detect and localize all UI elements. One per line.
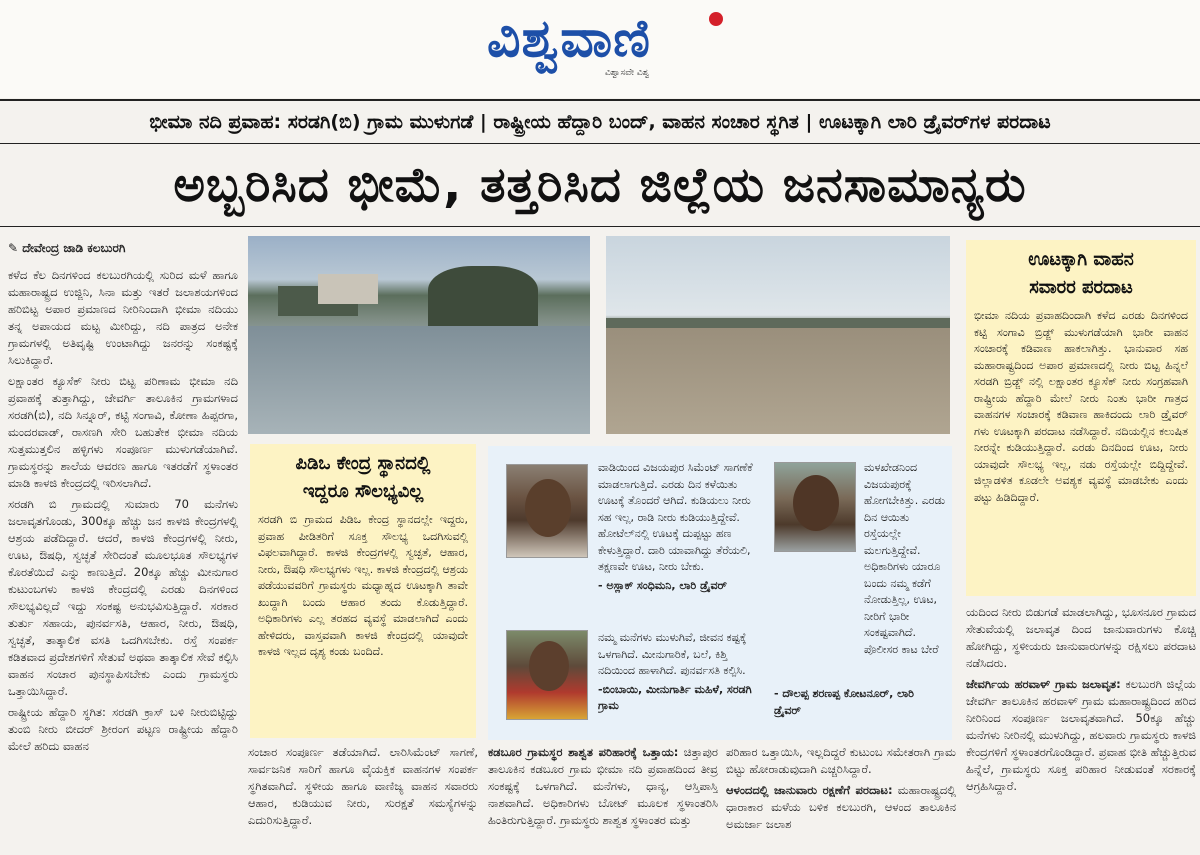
byline-text: ದೇವೇಂದ್ರ ಜಾಡಿ ಕಲಬುರಗಿ <box>22 241 126 255</box>
divider <box>0 99 1200 101</box>
driver-portrait-1 <box>506 464 588 558</box>
subheading: ಜೇವರ್ಗಿಯ ಹರವಾಳ್ ಗ್ರಾಮ ಜಲಾವೃತ: <box>966 677 1121 691</box>
headline: ಅಬ್ಬರಿಸಿದ ಭೀಮೆ, ತತ್ತರಿಸಿದ ಜಿಲ್ಲೆಯ ಜನಸಾಮಾನ್ಯರು <box>173 157 1027 213</box>
divider <box>0 143 1200 144</box>
paragraph <box>966 676 1196 795</box>
masthead <box>0 0 1200 98</box>
bottom-column-4 <box>726 744 956 855</box>
paragraph <box>488 744 718 829</box>
paragraph: ಯದಿಂದ ನೀರು ಬಿಡುಗಡೆ ಮಾಡಲಾಗಿದ್ದು, ಭೂಸನೂರ ಗ್ರಾಮದ ಸೇತುವೆಯಲ್ಲಿ ಜಲಾವೃತ ದಿಂದ ಜಾನುವಾರುಗಳು ಕೊಚ್ಚಿ ಹೋಗಿದ್ದು, ಸ್ಥಳೀಯರು ಜಾನುವಾರುಗಳನ್ನು ರಕ್ಷಿಸಲು ಪರದಾಟ ನಡೆಸಿದರು. <box>966 605 1196 670</box>
logo-tagline: ವಿಶ್ವಾಸವೇ ವಿಶ್ವ <box>605 68 650 78</box>
right-article-column <box>966 604 1196 854</box>
quote-3 <box>598 630 760 734</box>
quotes-box <box>488 446 952 740</box>
logo-text: ವಿಶ್ವವಾಣಿ <box>487 9 651 69</box>
kicker-line: ಭೀಮಾ ನದಿ ಪ್ರವಾಹ: ಸರಡಗಿ(ಬಿ) ಗ್ರಾಮ ಮುಳುಗಡೆ | ರಾಷ್ಟ್ರೀಯ ಹೆದ್ದಾರಿ ಬಂದ್, ವಾಹನ ಸಂಚಾರ ಸ್ಥಗಿತ | ಊಟಕ್ಕಾಗಿ ಲಾರಿ ಡ್ರೈವರ್‌ಗಳ ಪರದಾಟ <box>149 111 1051 133</box>
quote-2-top <box>864 460 946 660</box>
subheading: ಆಳಂದದಲ್ಲಿ ಜಾನುವಾರು ರಕ್ಷಣೆಗೆ ಪರದಾಟ: <box>726 783 893 797</box>
quote-2-author: - ದೌಲಪ್ಪ ಶರಣಪ್ಪ ಕೋಟನೂರ್, ಲಾರಿ ಡ್ರೈವರ್ <box>774 687 914 717</box>
pdo-box-body: ಸರಡಗಿ ಬಿ ಗ್ರಾಮದ ಪಿಡಿಒ ಕೇಂದ್ರ ಸ್ಥಾನದಲ್ಲೇ ಇದ್ದರು, ಪ್ರವಾಹ ಪೀಡಿತರಿಗೆ ಸೂಕ್ತ ಸೌಲಭ್ಯ ಒದಗಿಸುವಲ್ಲಿ ವಿಫಲವಾಗಿದ್ದಾರೆ. ಕಾಳಜಿ ಕೇಂದ್ರಗಳಲ್ಲಿ ಸ್ವಚ್ಛತೆ, ಆಹಾರ, ನೀರು, ಔಷಧಿ ಸೌಲಭ್ಯಗಳು ಇಲ್ಲ. ಕಾಳಜಿ ಕೇಂದ್ರದಲ್ಲಿ ಆಶ್ರಯ ಪಡೆಯುವವರಿಗೆ ಗ್ರಾಮಸ್ಥರು ಮಧ್ಯಾಹ್ನದ ಊಟಕ್ಕಾಗಿ ತಾವೇ ಖುದ್ದಾಗಿ ಬಂದು ಆಹಾರ ತಂದು ಕೊಡುತ್ತಿದ್ದಾರೆ. ಅಧಿಕಾರಿಗಳು ಎಲ್ಲ ತರಹದ ವ್ಯವಸ್ಥೆ ಮಾಡಲಾಗಿದೆ ಎಂದು ಹೇಳಿದರು, ವಾಸ್ತವವಾಗಿ ಕಾಳಜಿ ಕೇಂದ್ರದಲ್ಲಿ ಯಾವುದೇ ಕಾಳಜಿ ಇಲ್ಲದ ದೃಶ್ಯ ಕಂಡು ಬಂದಿದೆ. <box>258 513 468 658</box>
left-article-column <box>8 240 238 855</box>
flooded-village-photo <box>248 236 590 434</box>
divider <box>0 226 1200 227</box>
paragraph: ಪರಿಹಾರ ಒತ್ತಾಯಿಸಿ, ಇಲ್ಲದಿದ್ದರೆ ಕುಟುಂಬ ಸಮೇತರಾಗಿ ಗ್ರಾಮ ಬಿಟ್ಟು ಹೋರಾಡುವುದಾಗಿ ಎಚ್ಚರಿಸಿದ್ದಾರೆ. <box>726 745 956 776</box>
paragraph-text: ಕಲಬುರಗಿ ಜಿಲ್ಲೆಯ ಜೇವರ್ಗಿ ತಾಲೂಕಿನ ಹರವಾಳ್ ಗ್ರಾಮ ಮಹಾರಾಷ್ಟ್ರದಿಂದ ಹರಿದ ನೀರಿನಿಂದ ಸಂಪೂರ್ಣ ಜಲಾವೃತವಾಗಿದೆ. 50ಕ್ಕೂ ಹೆಚ್ಚು ಮನೆಗಳು ನೀರಿನಲ್ಲಿ ಮುಳುಗಿದ್ದು, ಹಲವಾರು ಗ್ರಾಮಸ್ಥರು ಕಾಳಜಿ ಕೇಂದ್ರಗಳಿಗೆ ಸ್ಥಳಾಂತರಗೊಂಡಿದ್ದಾರೆ. ಪ್ರವಾಹ ಭೀತಿ ಹೆಚ್ಚುತ್ತಿರುವ ಹಿನ್ನೆಲೆ, ಗ್ರಾಮಸ್ಥರು ಸೂಕ್ತ ಪರಿಹಾರ ನೀಡುವಂತೆ ಸರಕಾರಕ್ಕೆ ಆಗ್ರಹಿಸಿದ್ದಾರೆ. <box>966 677 1196 793</box>
paragraph <box>726 782 956 833</box>
logo-dot-icon <box>709 12 723 26</box>
food-sidebar-box <box>966 240 1196 596</box>
paragraph: ಸರಡಗಿ ಬಿ ಗ್ರಾಮದಲ್ಲಿ ಸುಮಾರು 70 ಮನೆಗಳು ಜಲಾವೃತಗೊಂಡು, 300ಕ್ಕೂ ಹೆಚ್ಚು ಜನ ಕಾಳಜಿ ಕೇಂದ್ರಗಳಲ್ಲಿ ಆಶ್ರಯ ಪಡೆದಿದ್ದಾರೆ. ಆದರೆ, ಕಾಳಜಿ ಕೇಂದ್ರಗಳಲ್ಲಿ ನೀರು, ಊಟ, ಔಷಧಿ, ಸ್ವಚ್ಛತೆ ಸೇರಿದಂತೆ ಮೂಲಭೂತ ಸೌಲಭ್ಯಗಳ ಕೊರತೆಯಿದೆ ಎನ್ನು ಕಾಣುತ್ತಿದೆ. 20ಕ್ಕೂ ಹೆಚ್ಚು ಮೀನುಗಾರ ಕುಟುಂಬಗಳು ಕಾಳಜಿ ಕೇಂದ್ರದಲ್ಲಿ ಎರಡು ದಿನಗಳಿಂದ ಸೌಲಭ್ಯವಿಲ್ಲದೆ ಇದ್ದು ಸಂಕಷ್ಟ ಅನುಭವಿಸುತ್ತಿದ್ದಾರೆ. ಸರಕಾರ ತುರ್ತು ಸಹಾಯ, ಪುನರ್ವಸತಿ, ಆಹಾರ, ನೀರು, ಔಷಧಿ, ಸ್ವಚ್ಛತೆ, ತಾತ್ಕಾಲಿಕ ವಸತಿ ಒದಗಿಸಬೇಕು. ರಸ್ತೆ ಸಂಪರ್ಕ ಕಡಿತವಾದ ಪ್ರದೇಶಗಳಿಗೆ ಸೇತುವೆ ಅಥವಾ ತಾತ್ಕಾಲಿಕ ಸೇವೆ ಕಲ್ಪಿಸಿ ವಾಹನ ಸಂಚಾರ ಪುನಸ್ಥಾಪಿಸಬೇಕು ಎಂದು ಗ್ರಾಮಸ್ಥರು ಒತ್ತಾಯಿಸಿದ್ದಾರೆ. <box>8 497 238 698</box>
paragraph: ಕಳೆದ ಕೆಲ ದಿನಗಳಿಂದ ಕಲಬುರಗಿಯಲ್ಲಿ ಸುರಿದ ಮಳೆ ಹಾಗೂ ಮಹಾರಾಷ್ಟ್ರದ ಉಜ್ಜಿನಿ, ಸಿನಾ ಮತ್ತು ಇತರೆ ಜಲಾಶಯಗಳಿಂದ ಹರಿಬಿಟ್ಟ ಅಪಾರ ಪ್ರಮಾಣದ ನೀರಿನಿಂದಾಗಿ ಭೀಮಾ ನದಿಯು ತನ್ನ ಅಪಾಯದ ಮಟ್ಟ ಮೀರಿದ್ದು, ನದಿ ಪಾತ್ರದ ಅನೇಕ ಗ್ರಾಮಗಳಲ್ಲಿ ಅತಿವೃಷ್ಟಿ ಉಂಟಾಗಿದ್ದು ಜನರನ್ನು ಸಂಕಷ್ಟಕ್ಕೆ ಸಿಲುಕಿದ್ದಾರೆ. <box>8 268 238 367</box>
driver-portrait-2 <box>774 462 856 552</box>
paragraph: ರಾಷ್ಟ್ರೀಯ ಹೆದ್ದಾರಿ ಸ್ಥಗಿತ: ಸರಡಗಿ ಕ್ರಾಸ್ ಬಳಿ ನೀರುಬಿಟ್ಟಿದ್ದು ತುಂಬಿ ನೀರು ಬೀದರ್ ಶ್ರೀರಂಗ ಪಟ್ಟಣ ರಾಷ್ಟ್ರೀಯ ಹೆದ್ದಾರಿ ಮೇಲೆ ಹರಿದು ವಾಹನ <box>8 705 238 753</box>
pdo-box-title-2: ಇದ್ದರೂ ಸೌಲಭ್ಯವಿಲ್ಲ <box>302 481 424 502</box>
paragraph-text: ಮಹಾರಾಷ್ಟ್ರದಲ್ಲಿ ಧಾರಾಕಾರ ಮಳೆಯ ಬಳಿಕ ಕಲಬುರಗಿ, ಆಳಂದ ತಾಲೂಕಿನ ಅಮರ್ಜಾ ಜಲಾಶ <box>726 783 956 831</box>
bottom-column-3 <box>488 744 718 855</box>
quote-3-text: ನಮ್ಮ ಮನೆಗಳು ಮುಳುಗಿವೆ, ಜೀವನ ಕಷ್ಟಕ್ಕೆ ಒಳಗಾಗಿದೆ. ಮೀನುಗಾರಿಕೆ, ಬಲೆ, ಕಿಶ್ತಿ ನದಿಯಿಂದ ಹಾಳಾಗಿದೆ. ಪುನರ್ವಸತಿ ಕಲ್ಪಿಸಿ. <box>598 631 747 677</box>
quote-1 <box>598 460 760 630</box>
byline <box>8 240 238 257</box>
quote-3-author: -ಬಿಂಬಾಯಿ, ಮೀನುಗಾರ್ತಿ ಮಹಿಳೆ, ಸರಡಗಿ ಗ್ರಾಮ <box>598 682 752 712</box>
paragraph: ಸಂಚಾರ ಸಂಪೂರ್ಣ ತಡೆಯಾಗಿದೆ. ಲಾರಿಸಿಮೆಂಟ್ ಸಾಗಣೆ, ಸಾರ್ವಜನಿಕ ಸಾರಿಗೆ ಹಾಗೂ ವೈಯಕ್ತಿಕ ವಾಹನಗಳ ಸಂಪರ್ಕ ಸ್ಥಗಿತವಾಗಿದೆ. ಸ್ಥಳೀಯ ಹಾಗೂ ವಾಣಿಜ್ಯ ವಾಹನ ಸವಾರರು ಆಹಾರ, ಕುಡಿಯುವ ನೀರು, ಸುರಕ್ಷತೆ ಸಮಸ್ಯೆಗಳನ್ನು ಎದುರಿಸುತ್ತಿದ್ದಾರೆ. <box>248 745 478 827</box>
quote-1-author: - ಅಸ್ಲಾಕ್ ಸಂಧಿಮನಿ, ಲಾರಿ ಡ್ರೈವರ್ <box>598 578 727 592</box>
food-box-title-2: ಸವಾರರ ಪರದಾಟ <box>1029 277 1133 298</box>
flooded-river-photo <box>606 236 950 434</box>
newspaper-logo <box>487 8 727 84</box>
pdo-sidebar-box <box>250 444 476 738</box>
paragraph: ಲಕ್ಷಾಂತರ ಕ್ಯೂಸೆಕ್ ನೀರು ಬಿಟ್ಟ ಪರಿಣಾಮ ಭೀಮಾ ನದಿ ಪ್ರವಾಹಕ್ಕೆ ತುತ್ತಾಗಿದ್ದು, ಜೇವರ್ಗಿ ತಾಲೂಕಿನ ಗ್ರಾಮಗಳಾದ ಸರಡಗಿ(ಬಿ), ನದಿ ಸಿನ್ನೂರ್, ಕಟ್ಟಿ ಸಂಗಾವಿ, ಕೋಣಾ ಹಿಪ್ಪರಗಾ, ಮಂದರವಾಡ್, ರಾಸಣಗಿ ಸೇರಿ ಬಹುತೇಕ ಭೀಮಾ ನದಿಯ ಸುತ್ತಮುತ್ತಲಿನ ಹಳ್ಳಿಗಳು ಸಂಪೂರ್ಣ ಮುಳುಗಡೆಯಾಗಿವೆ. ಗ್ರಾಮಸ್ಥರನ್ನು ಶಾಲೆಯ ಆವರಣ ಹಾಗೂ ಇತರಡೆಗೆ ಸ್ಥಳಾಂತರ ಮಾಡಿ ಕಾಳಜಿ ಕೇಂದ್ರದಲ್ಲಿ ಇರಿಸಲಾಗಿದೆ. <box>8 374 238 490</box>
fisherwoman-portrait <box>506 630 588 720</box>
quote-2-byline <box>774 684 944 724</box>
pen-icon: ✎ <box>8 241 23 255</box>
quote-1-text: ವಾಡಿಯಿಂದ ವಿಜಯಪುರ ಸಿಮೆಂಟ್ ಸಾಗಣೆಕೆ ಮಾಡಲಾಗುತ್ತಿದೆ. ಎರಡು ದಿನ ಕಳೆಯಿತು ಊಟಕ್ಕೆ ತೊಂದರೆ ಆಗಿದೆ. ಕುಡಿಯಲು ನೀರು ಸಹ ಇಲ್ಲ, ರಾಡಿ ನೀರು ಕುಡಿಯುತ್ತಿದ್ದೇವೆ. ಹೋಟೆಲ್‌ನಲ್ಲಿ ಊಟಕ್ಕೆ ದುಪ್ಪಟ್ಟು ಹಣ ಕೇಳುತ್ತಿದ್ದಾರೆ. ದಾರಿ ಯಾವಾಗಿದ್ದು ತೆರೆಯಲಿ, ತಕ್ಷಣವೇ ಊಟ, ನೀರು ಬೇಕು. <box>598 461 753 573</box>
pdo-box-title-1: ಪಿಡಿಒ ಕೇಂದ್ರ ಸ್ಥಾನದಲ್ಲಿ <box>295 453 431 474</box>
food-box-title-1: ಊಟಕ್ಕಾಗಿ ವಾಹನ <box>1028 249 1134 270</box>
subheading: ಕಡಬೂರ ಗ್ರಾಮಸ್ಥರ ಶಾಶ್ವತ ಪರಿಹಾರಕ್ಕೆ ಒತ್ತಾಯ: <box>488 745 679 759</box>
paragraph-text: ಚಿತ್ತಾಪುರ ತಾಲೂಕಿನ ಕಡಬೂರ ಗ್ರಾಮ ಭೀಮಾ ನದಿ ಪ್ರವಾಹದಿಂದ ತೀವ್ರ ಸಂಕಷ್ಟಕ್ಕೆ ಒಳಗಾಗಿದೆ. ಮನೆಗಳು, ಧಾನ್ಯ, ಆಸ್ತಿಪಾಸ್ತಿ ನಾಶವಾಗಿದೆ. ಅಧಿಕಾರಿಗಳು ಬೋಟ್ ಮೂಲಕ ಸ್ಥಳಾಂತರಿಸಿ ಹಿಂತಿರುಗುತ್ತಿದ್ದಾರೆ. ಗ್ರಾಮಸ್ಥರು ಶಾಶ್ವತ ಸ್ಥಳಾಂತರ ಮತ್ತು <box>488 745 718 827</box>
quote-2-text: ಮಳಖೇಡನಿಂದ ವಿಜಯಪುರಕ್ಕೆ ಹೋಗಬೇಕಿತ್ತು. ಎರಡು ದಿನ ಆಯಿತು ರಸ್ತೆಯಲ್ಲೇ ಮಲಗುತ್ತಿದ್ದೇವೆ. ಅಧಿಕಾರಿಗಳು ಯಾರೂ ಬಂದು ನಮ್ಮ ಕಡೆಗೆ ನೋಡುತ್ತಿಲ್ಲ, ಊಟ, ನೀರಿಗೆ ಭಾರೀ ಸಂಕಷ್ಟವಾಗಿದೆ. ಪೊಲೀಸರ ಕಾಟ ಬೇರೆ <box>864 461 946 656</box>
food-box-body: ಭೀಮಾ ನದಿಯ ಪ್ರವಾಹದಿಂದಾಗಿ ಕಳೆದ ಎರಡು ದಿನಗಳಿಂದ ಕಟ್ಟಿ ಸಂಗಾವಿ ಬ್ರಿಡ್ಜ್ ಮುಳುಗಡೆಯಾಗಿ ಭಾರೀ ವಾಹನ ಸಂಚಾರಕ್ಕೆ ಕಡಿವಾಣ ಹಾಕಲಾಗಿತ್ತು. ಭಾನುವಾರ ಸಹ ಮಹಾರಾಷ್ಟ್ರದಿಂದ ಅಪಾರ ಪ್ರಮಾಣದಲ್ಲಿ ನೀರು ಬಿಟ್ಟ ಹಿನ್ನಲೆ ಸರಡಗಿ ಬ್ರಿಡ್ಜ್ ನಲ್ಲಿ ಲಕ್ಷಾಂತರ ಕ್ಯೂಸೆಕ್ ನೀರು ಸಂಗ್ರಹವಾಗಿ ರಾಷ್ಟ್ರೀಯ ಹೆದ್ದಾರಿ ಮೇಲೆ ನೀರು ನಿಂತು ಭಾರೀ ಗಾತ್ರದ ವಾಹನಗಳ ಸಂಚಾರಕ್ಕೆ ಕಡಿವಾಣ ಹಾಕಿದಂದು ಲಾರಿ ಡ್ರೈವರ್ ಗಳು ಊಟಕ್ಕಾಗಿ ಪರದಾಟ ನಡೆಸಿದ್ದಾರೆ. ನದಿಯಲ್ಲಿನ ಕಲುಷಿತ ನೀರನ್ನೇ ಕುಡಿಯುತ್ತಿದ್ದಾರೆ. ಎರಡು ದಿನದಿಂದ ಊಟ, ನೀರು ಯಾವುದೇ ಸೌಲಭ್ಯ ಇಲ್ಲ, ನಡು ರಸ್ತೆಯಲ್ಲೇ ಬಿದ್ದಿದ್ದೇವೆ. ಜಿಲ್ಲಾಡಳಿತ ಕೂಡಲೇ ಅವಶ್ಯಕ ವ್ಯವಸ್ಥೆ ಮಾಡಬೇಕು ಎಂದು ಪಟ್ಟು ಹಿಡಿದಿದ್ದಾರೆ. <box>974 309 1188 504</box>
bottom-column-2 <box>248 744 478 855</box>
